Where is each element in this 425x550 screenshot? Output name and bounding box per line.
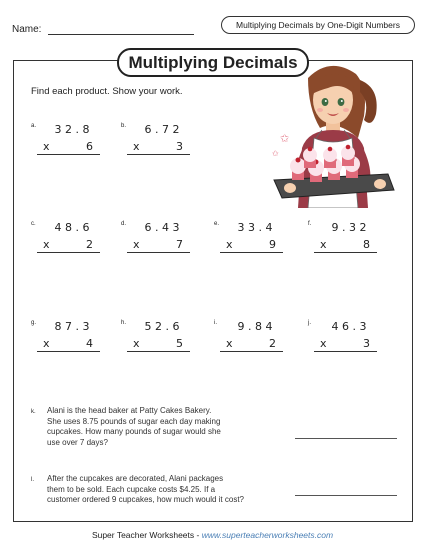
problem-multiplier: 3 [363,337,370,350]
times-sign: x [43,140,51,153]
times-sign: x [133,337,141,350]
word-problem-text: them to be sold. Each cupcake costs $4.25. If a [47,484,216,494]
answer-rule [220,351,283,352]
problem-multiplier: 3 [176,140,183,153]
problem-label: c. [31,221,36,227]
svg-text:✩: ✩ [280,132,290,145]
answer-rule [37,154,100,155]
problem-label: e. [214,221,220,227]
problem-label: h. [121,320,127,326]
answer-rule [220,252,283,253]
word-problem-text: Alani is the head baker at Patty Cakes Bakery. [47,406,212,415]
name-line[interactable] [48,34,194,35]
problem-label: i. [214,320,217,326]
footer-url[interactable]: www.superteacherworksheets.com [201,530,334,540]
problem-label: b. [121,123,127,129]
problem-multiplier: 2 [269,337,276,350]
answer-rule [37,252,100,253]
answer-rule [127,252,190,253]
footer-brand: Super Teacher Worksheets [91,530,195,540]
word-problem-text: She uses 8.75 pounds of sugar each day making [47,416,221,426]
answer-rule [37,351,100,352]
problem-multiplicand: 46.3 [331,320,370,333]
word-problem-label: k. [31,409,36,415]
answer-line[interactable] [295,438,397,439]
problem-multiplier: 6 [86,140,93,153]
answer-rule [127,154,190,155]
instructions: Find each product. Show your work. [31,86,183,97]
problem-multiplicand: 33.4 [237,221,276,234]
times-sign: x [43,238,51,251]
svg-text:✩: ✩ [272,149,279,158]
problem-multiplier: 4 [86,337,93,350]
problem-multiplier: 9 [269,238,276,251]
problem-multiplier: 8 [363,238,370,251]
problem-label: f. [308,221,312,227]
topic-badge: Multiplying Decimals by One-Digit Numbers [221,16,415,34]
word-problem-label: l. [31,477,34,483]
problem-multiplicand: 48.6 [54,221,93,234]
problem-label: j. [308,320,311,326]
worksheet-title: Multiplying Decimals [117,48,309,77]
answer-rule [314,252,377,253]
problem-label: g. [31,320,37,326]
times-sign: x [133,238,141,251]
times-sign: x [226,238,234,251]
problem-multiplicand: 87.3 [54,320,93,333]
problem-multiplicand: 32.8 [54,123,93,136]
word-problem-text: customer ordered 9 cupcakes, how much would it cost? [47,495,244,504]
problem-multiplicand: 6.72 [144,123,183,136]
word-problem-text: cupcakes. How many pounds of sugar would she [47,427,221,436]
word-problem-text: use over 7 days? [47,437,108,447]
answer-line[interactable] [295,495,397,496]
problem-multiplier: 2 [86,238,93,251]
problem-multiplier: 5 [176,337,183,350]
problem-multiplicand: 6.43 [144,221,183,234]
problem-multiplicand: 52.6 [144,320,183,333]
answer-rule [127,351,190,352]
problem-multiplier: 7 [176,238,183,251]
times-sign: x [320,337,328,350]
footer [0,530,425,540]
problem-multiplicand: 9.84 [237,320,276,333]
times-sign: x [43,337,51,350]
problem-label: a. [31,123,37,129]
times-sign: x [320,238,328,251]
times-sign: x [226,337,234,350]
problem-label: d. [121,221,127,227]
problem-multiplicand: 9.32 [331,221,370,234]
times-sign: x [133,140,141,153]
baker-illustration [268,58,398,208]
answer-rule [314,351,377,352]
footer-separator: - [194,530,202,540]
word-problem-text: After the cupcakes are decorated, Alani packages [47,474,224,483]
name-label: Name: [12,24,42,35]
